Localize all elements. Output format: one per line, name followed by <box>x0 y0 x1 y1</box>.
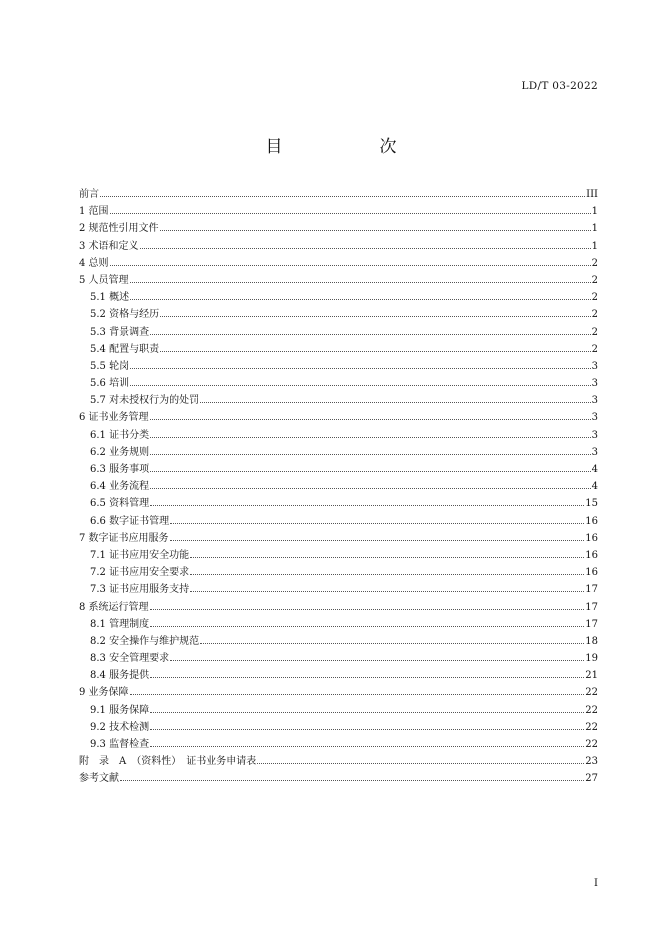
toc-entry-label: 附 录 A （资料性） 证书业务申请表 <box>79 756 257 768</box>
toc-entry-label: 1 范围 <box>79 206 109 218</box>
toc-entry[interactable] <box>79 667 598 684</box>
toc-entry-page: 16 <box>585 567 598 579</box>
dot-leader <box>190 591 584 592</box>
dot-leader <box>130 368 591 369</box>
dot-leader <box>200 643 584 644</box>
toc-entry-label: 5.3 背景调查 <box>90 326 150 338</box>
toc-entry-page: 23 <box>585 756 598 768</box>
toc-entry-label: 5.2 资格与经历 <box>90 309 160 321</box>
dot-leader <box>160 351 591 352</box>
toc-entry-label: 5.7 对未授权行为的处罚 <box>90 395 200 407</box>
toc-entry-label: 8.2 安全操作与维护规范 <box>90 635 200 647</box>
toc-entry-page: 17 <box>585 584 598 596</box>
dot-leader <box>130 694 585 695</box>
toc-entry-page: 3 <box>591 378 598 390</box>
toc-entry-label: 9.3 监督检查 <box>90 739 150 750</box>
toc-entry-label: 4 总则 <box>79 257 109 269</box>
toc-entry-label: 9.1 服务保障 <box>90 704 150 716</box>
toc-entry-page: 16 <box>585 532 598 544</box>
toc-entry-label: 8.3 安全管理要求 <box>90 653 170 665</box>
toc-entry-page: 22 <box>585 739 598 750</box>
toc-entry-label: 7 数字证书应用服务 <box>79 532 169 544</box>
toc-entry[interactable] <box>79 375 598 392</box>
toc-entry-label: 8.4 服务提供 <box>90 670 150 682</box>
dot-leader <box>120 780 584 781</box>
toc-entry-page: 3 <box>591 395 598 407</box>
toc-entry-label: 5 人员管理 <box>79 274 129 286</box>
toc-entry[interactable] <box>79 238 598 255</box>
dot-leader <box>160 316 591 317</box>
dot-leader <box>200 402 591 403</box>
dot-leader <box>150 419 591 420</box>
dot-leader <box>140 248 591 249</box>
toc-entry-page: 1 <box>591 223 598 235</box>
toc-entry-page: 2 <box>591 326 598 338</box>
toc-entry-page: 18 <box>585 635 598 647</box>
toc-entry-label: 前言 <box>79 189 99 200</box>
dot-leader <box>150 334 591 335</box>
toc-entry[interactable] <box>79 702 598 719</box>
toc-entry-label: 6.4 业务流程 <box>90 481 150 493</box>
toc-entry[interactable] <box>79 650 598 667</box>
dot-leader <box>190 557 584 558</box>
toc-entry-page: 16 <box>585 515 598 527</box>
dot-leader <box>150 488 591 489</box>
toc-entry-page: 1 <box>591 206 598 218</box>
document-code: LD/T 03-2022 <box>521 80 598 92</box>
dot-leader <box>130 282 591 283</box>
toc-entry[interactable] <box>79 530 598 547</box>
dot-leader <box>100 196 585 197</box>
toc-entry[interactable] <box>79 427 598 444</box>
toc-entry[interactable] <box>79 461 598 478</box>
dot-leader <box>190 574 584 575</box>
toc-entry-label: 5.5 轮岗 <box>90 360 130 372</box>
toc-entry[interactable] <box>79 203 598 220</box>
toc-entry-label: 参考文献 <box>79 773 119 785</box>
toc-entry-page: 2 <box>591 309 598 321</box>
dot-leader <box>150 609 585 610</box>
toc-entry-page: 17 <box>585 601 598 613</box>
toc-entry[interactable] <box>79 513 598 530</box>
toc-entry-page: 19 <box>585 653 598 665</box>
dot-leader <box>150 505 584 506</box>
toc-entry[interactable] <box>79 409 598 426</box>
toc-entry-label: 5.4 配置与职责 <box>90 343 160 355</box>
toc-entry-page: 22 <box>585 687 598 699</box>
toc-entry[interactable] <box>79 581 598 598</box>
dot-leader <box>170 523 584 524</box>
toc-entry-label: 2 规范性引用文件 <box>79 223 159 235</box>
toc-entry[interactable] <box>79 186 598 203</box>
dot-leader <box>170 540 585 541</box>
dot-leader <box>150 626 584 627</box>
toc-entry[interactable] <box>79 599 598 616</box>
toc-entry-page: 2 <box>591 292 598 304</box>
toc-entry[interactable] <box>79 220 598 237</box>
toc-entry-label: 7.2 证书应用安全要求 <box>90 567 190 579</box>
toc-entry-page: 3 <box>591 446 598 458</box>
dot-leader <box>160 230 591 231</box>
toc-entry[interactable] <box>79 306 598 323</box>
toc-entry-page: 17 <box>585 618 598 630</box>
toc-entry[interactable] <box>79 444 598 461</box>
toc-entry-page: 22 <box>585 721 598 733</box>
toc-entry-page: 2 <box>591 257 598 269</box>
toc-entry[interactable] <box>79 272 598 289</box>
dot-leader <box>130 299 591 300</box>
dot-leader <box>257 763 584 764</box>
toc-entry[interactable] <box>79 324 598 341</box>
toc-entry-page: 3 <box>591 429 598 441</box>
toc-entry[interactable] <box>79 719 598 736</box>
toc-entry[interactable] <box>79 341 598 358</box>
toc-entry[interactable] <box>79 753 598 770</box>
toc-entry[interactable] <box>79 684 598 701</box>
toc-entry-label: 6.6 数字证书管理 <box>90 515 170 527</box>
dot-leader <box>150 471 591 472</box>
toc-entry-page: 2 <box>591 343 598 355</box>
toc-entry-label: 8.1 管理制度 <box>90 618 150 630</box>
toc-entry-label: 6.5 资料管理 <box>90 498 150 510</box>
toc-entry-page: 15 <box>585 498 598 510</box>
toc-entry-page: 3 <box>591 412 598 424</box>
dot-leader <box>150 746 584 747</box>
toc-entry[interactable] <box>79 616 598 633</box>
table-of-contents <box>79 186 598 788</box>
dot-leader <box>130 385 591 386</box>
toc-entry[interactable] <box>79 564 598 581</box>
toc-entry[interactable] <box>79 547 598 564</box>
toc-entry[interactable] <box>79 495 598 512</box>
toc-entry[interactable] <box>79 478 598 495</box>
dot-leader <box>110 265 591 266</box>
toc-entry-page: 27 <box>585 773 598 785</box>
toc-entry-label: 7.1 证书应用安全功能 <box>90 549 190 561</box>
toc-entry-label: 6.1 证书分类 <box>90 429 150 441</box>
toc-entry-page: 1 <box>591 240 598 252</box>
toc-entry[interactable] <box>79 289 598 306</box>
toc-entry-label: 3 术语和定义 <box>79 240 139 252</box>
toc-entry-label: 5.6 培训 <box>90 378 130 390</box>
toc-entry-page: 3 <box>591 360 598 372</box>
dot-leader <box>150 437 591 438</box>
toc-entry[interactable] <box>79 633 598 650</box>
toc-entry-page: 4 <box>591 481 598 493</box>
toc-entry-label: 6.3 服务事项 <box>90 464 150 475</box>
toc-heading: 目 次 <box>265 137 437 157</box>
toc-entry-label: 9 业务保障 <box>79 687 129 699</box>
toc-entry-page: 2 <box>591 274 598 286</box>
toc-entry[interactable] <box>79 736 598 753</box>
toc-entry[interactable] <box>79 392 598 409</box>
toc-entry-label: 6 证书业务管理 <box>79 412 149 424</box>
dot-leader <box>150 712 584 713</box>
page-number: I <box>594 878 598 889</box>
toc-entry-label: 8 系统运行管理 <box>79 601 149 613</box>
toc-entry-page: 21 <box>585 670 598 682</box>
dot-leader <box>150 729 584 730</box>
toc-entry-label: 7.3 证书应用服务支持 <box>90 584 190 596</box>
dot-leader <box>150 677 584 678</box>
toc-entry-label: 9.2 技术检测 <box>90 721 150 733</box>
toc-entry-page: III <box>586 189 598 200</box>
toc-entry[interactable] <box>79 255 598 272</box>
dot-leader <box>170 660 584 661</box>
toc-entry-page: 22 <box>585 704 598 716</box>
toc-entry-page: 4 <box>591 464 598 475</box>
toc-entry-label: 6.2 业务规则 <box>90 446 150 458</box>
toc-entry-page: 16 <box>585 549 598 561</box>
toc-entry-label: 5.1 概述 <box>90 292 130 304</box>
dot-leader <box>150 454 591 455</box>
toc-entry[interactable] <box>79 358 598 375</box>
toc-entry[interactable] <box>79 770 598 787</box>
dot-leader <box>110 213 591 214</box>
